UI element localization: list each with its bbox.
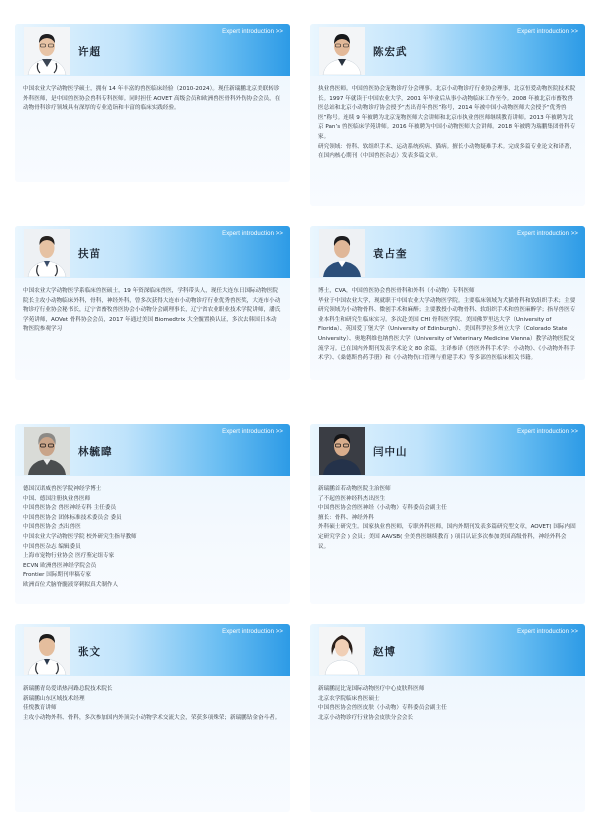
bio-line: 北京农学院临床兽医硕士 [318, 695, 380, 702]
expert-card-5 [15, 424, 290, 604]
avatar [319, 27, 365, 75]
expert-bio [15, 476, 290, 599]
card-header [15, 226, 290, 278]
card-header [310, 424, 585, 476]
expert-card-7 [15, 624, 290, 812]
expert-card-3 [15, 226, 290, 380]
expert-bio [310, 278, 585, 372]
expert-card-8 [310, 624, 585, 812]
expert-name: 张文 [78, 646, 101, 658]
bio-line: 中国农业大学动物医学院 校外研究生指导教师 [23, 533, 137, 540]
bio-line: Frontier 国际期刊审稿专家 [23, 572, 91, 579]
expert-introduction-link[interactable]: Expert introduction >> [517, 231, 578, 237]
avatar [319, 229, 365, 277]
bio-line: 欧洲首位犬脑脊髓液穿刺拟真犬制作人 [23, 581, 119, 588]
bio-line: 研究领域：骨科、软组织手术、运动系统疾病、猫病。擅长小动物疑难手术。完成多篇专业论文和译著，在国内核心期刊（中国兽医杂志）发表多篇文章。 [318, 143, 576, 160]
expert-introduction-link[interactable]: Expert introduction >> [517, 629, 578, 635]
bio-line: 中国兽医协会兽医皮肤（小动物）专科委员会副主任 [318, 705, 447, 712]
bio-line: 新瑞鹏昆比宠国际动物医疗中心皮肤科医师 [318, 686, 425, 692]
bio-line: 中国兽医协会 团体标准技术委员会 委员 [23, 514, 122, 521]
bio-line: 中国农业大学动物医学系临床兽医硕士，19 年资深临床兽医，学科带头人，现任大连东日国际动物医院院长主攻小动物临床外科，骨科，神经外科，曾多次获得大连市小动物诊疗行业优秀兽医奖，大连市小动物诊疗行业协会秘书长，辽宁省畜牧兽医协会小动物分会副理事长，辽宁省农业职业技术学院讲师，潘氏学苑讲师，AOVet 骨科协会会员，2017 年通过美国 Biomedtrix 大全髋置换认证，多次去韩国日本动物医院参观学习 [23, 288, 281, 333]
expert-name: 许超 [78, 46, 101, 58]
avatar [24, 427, 70, 475]
expert-card-2 [310, 24, 585, 206]
card-header [15, 624, 290, 676]
expert-introduction-link[interactable]: Expert introduction >> [222, 29, 283, 35]
bio-line: 中国兽医协会兽医神经（小动物）专科委员会副主任 [318, 505, 447, 512]
expert-introduction-link[interactable]: Expert introduction >> [517, 29, 578, 35]
expert-bio [310, 476, 585, 560]
expert-card-4 [310, 226, 585, 380]
card-header [15, 24, 290, 76]
avatar [24, 229, 70, 277]
bio-line: 中国兽医协会 杰出兽医 [23, 524, 81, 531]
card-header [15, 424, 290, 476]
expert-introduction-link[interactable]: Expert introduction >> [222, 231, 283, 237]
expert-name: 林毓暐 [78, 446, 113, 458]
expert-bio [15, 676, 290, 731]
card-header [310, 24, 585, 76]
bio-line: 佳悦教育讲师 [23, 705, 57, 712]
expert-bio [15, 278, 290, 343]
avatar [24, 627, 70, 675]
expert-introduction-link[interactable]: Expert introduction >> [517, 429, 578, 435]
bio-line: 北京小动物诊疗行业协会皮肤分会会长 [318, 714, 414, 721]
expert-bio [310, 76, 585, 170]
card-header [310, 624, 585, 676]
bio-line: ECVN 欧洲兽医神经学院会员 [23, 562, 97, 569]
bio-line: 中国兽医杂志 编辑委员 [23, 543, 81, 550]
avatar [319, 627, 365, 675]
bio-line: 中国农业大学动物医学硕士，拥有 14 年丰富的兽医临床经验（2010-2024）。现任新瑞鹏北京美联转诊外科医师，是中国兽医协会兽科专科医师。同时担任 AOVET 高级会员和欧洲兽医骨科外伤协会会员，在动物骨科诊疗领域具有深厚的专业造诣和丰富的临床实践经验。 [23, 86, 281, 112]
bio-line: 擅长：骨科、神经外科 [318, 514, 374, 521]
bio-line: 上海市宠物行业协会 医疗鉴定组专家 [23, 553, 115, 560]
card-header [310, 226, 585, 278]
bio-line: 毕业于中国农业大学，现就职于中国农业大学动物医学院。主要临床领域为犬猫骨科和软组织手术；主要研究领域为小动物骨科、微创手术和麻醉；主要教授小动物骨科、软组织手术和兽医麻醉学；指导兽医专业本科生和研究生临床实习。多次赴美国 CHI 骨科医学院、美国佛罗里达大学（University of Florida）、英国爱丁堡大学（University of Edinburgh）、美国科罗拉多州立大学（Colorado State University）、奥地利维也纳兽医大学（University of Veterinary Medicine Vienna）教学动物医院交流学习。已在国内外期刊发表学术论文 80 余篇，主译参译《兽医外科手术学：小动物》、《小动物外科手术学》、《桑德斯兽药手册》和《小动物伤口管理与重建手术》等多部兽医临床相关书籍。 [318, 297, 576, 362]
bio-line: 主攻小动物外科、骨科，多次参加国内外顶尖小动物学术交流大会，荣获多项殊荣；新瑞鹏钻金奋斗者。 [23, 714, 281, 721]
expert-name: 闫中山 [373, 446, 408, 458]
expert-name: 袁占奎 [373, 248, 408, 260]
expert-name: 赵博 [373, 646, 396, 658]
bio-line: 执业兽医师。中国兽医协会宠物诊疗分会理事。北京小动物诊疗行业协会理事，北京恒爱动物医院技术院长。1997 年就读于中国农业大学，2001 年毕业后从事小动物临床工作至今。2008 年被北京市畜牧兽医总站和北京小动物诊疗协会授予“杰出青年兽医”称号，2014 年被中国小动物医师大会授予“优秀兽医”称号。连续 9 年被聘为北京宠物医师大会讲师和北京市执业兽医师继续教育讲师。2013 年被聘为北京 Pan’s 兽医临床学苑讲师。2016 年被聘为中国小动物医师大会讲师。2018 年被聘为瑞鹏集团骨科专家。 [318, 86, 576, 140]
bio-line: 新瑞鹏首若动物医院主治医师 [318, 486, 391, 492]
expert-bio [310, 676, 585, 731]
expert-introduction-link[interactable]: Expert introduction >> [222, 629, 283, 635]
bio-line: 中国兽医协会 兽医神经专科 主任委员 [23, 505, 117, 512]
bio-line: 博士，CVA，中国兽医协会兽医骨科和外科（小动物）专科医师 [318, 288, 475, 294]
bio-line: 中国、德国注册执业兽医师 [23, 495, 91, 502]
avatar [319, 427, 365, 475]
bio-line: 新瑞鹏青岛爱诺热河路总院技术院长 [23, 686, 113, 692]
expert-bio [15, 76, 290, 122]
expert-name: 陈宏武 [373, 46, 408, 58]
bio-line: 德国汉诺威兽医学院神经学博士 [23, 486, 102, 492]
bio-line: 了不起兽医神经科杰出医生 [318, 495, 386, 502]
expert-card-1 [15, 24, 290, 182]
avatar [24, 27, 70, 75]
bio-line: 外科硕士研究生。国家执业兽医师，专职外科医师，国内外期刊发表多篇研究型文章，AOVET( 国际内固定研究学会 ) 会员；美国 AAVSB( 全美兽医继续教育 ) 项目认证多次参加美国高级骨科，神经外科会议。 [318, 524, 576, 550]
expert-card-6 [310, 424, 585, 604]
expert-name: 扶苗 [78, 248, 101, 260]
expert-introduction-link[interactable]: Expert introduction >> [222, 429, 283, 435]
bio-line: 新瑞鹏山东区域技术经理 [23, 695, 85, 702]
